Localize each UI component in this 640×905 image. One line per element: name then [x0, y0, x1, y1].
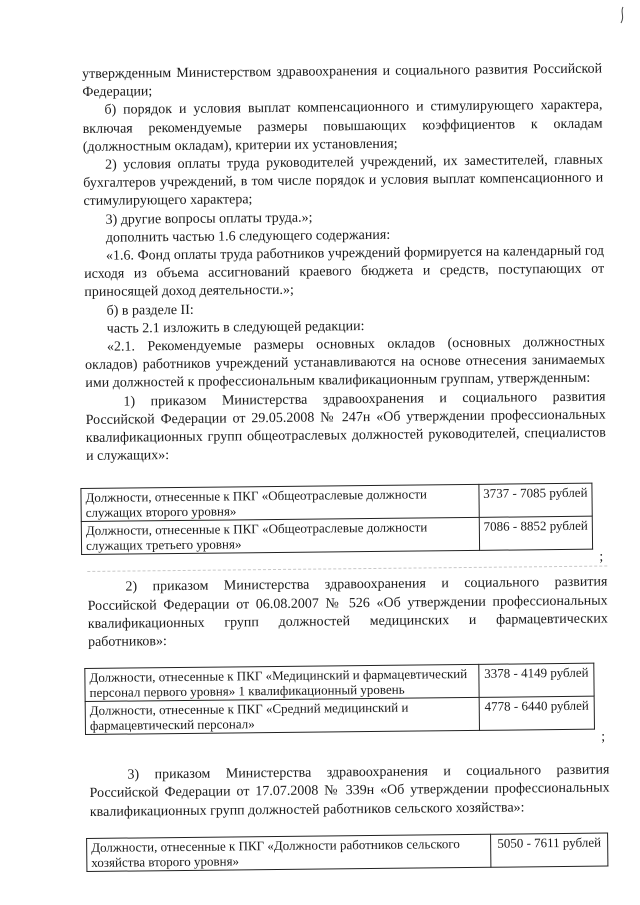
salary-table-2 [84, 663, 595, 735]
table-row [81, 484, 592, 522]
salary-cell: 3737 - 7085 рублей [479, 484, 593, 518]
position-cell: Должности, отнесенные к ПКГ «Медицинский и фармацевтический персонал первого уровня» 1 квалификационный уровень [85, 665, 479, 702]
salary-cell: 3378 - 4149 рублей [479, 663, 594, 697]
table-row [85, 696, 594, 734]
paragraph-6: «1.6. Фонд оплаты труда работников учреждений формируется на календарный год исходя из объема ассигнований краевого бюджета и средств, поступающих от приносящей доход деятельности.»; [84, 243, 605, 301]
margin-mark [618, 6, 626, 24]
paragraph-11: 2) приказом Министерства здравоохранения и социального развития Российской Федерации от 06.08.2007 № 526 «Об утверждении профессиональных квалификационных групп должностей медицинских и фармацевтических работников»: [87, 574, 608, 651]
table-row [87, 833, 608, 871]
position-cell: Должности, отнесенные к ПКГ «Средний медицинский и фармацевтический персонал» [85, 698, 479, 735]
paragraph-3: 2) условия оплаты труда руководителей учреждений, их заместителей, главных бухгалтеров учреждений, в том числе порядок и условия выплат компенсационного и стимулирующего характера; [83, 152, 604, 210]
paragraph-8: часть 2.1 изложить в следующей редакции: [106, 318, 365, 337]
table-row [85, 663, 594, 701]
semicolon: ; [601, 729, 606, 745]
semicolon: ; [599, 550, 604, 566]
salary-cell: 5050 - 7611 рублей [491, 833, 608, 867]
position-cell: Должности, отнесенные к ПКГ «Общеотраслевые должности служащих третьего уровня» [81, 518, 479, 555]
scan-fold-line [87, 566, 607, 572]
salary-table-3 [86, 832, 608, 871]
paragraph-4: 3) другие вопросы оплаты труда.»; [105, 210, 313, 228]
table-row [81, 517, 592, 555]
paragraph-9: «2.1. Рекомендуемые размеры основных окладов (основных должностных окладов) работников учреждений устанавливаются на основе отнесения занимаемых ими должностей к профессиональным квалификационным группам, утвержденным: [85, 334, 606, 392]
position-cell: Должности, отнесенные к ПКГ «Должности работников сельского хозяйства второго уровня» [87, 834, 491, 871]
paragraph-5: дополнить частью 1.6 следующего содержания: [105, 227, 391, 246]
paragraph-7: б) в разделе II: [106, 302, 194, 319]
paragraph-12: 3) приказом Министерства здравоохранения и социального развития Российской Федерации от 17.07.2008 № 339н «Об утверждении профессиональных квалификационных групп должностей работников сельского хозяйства»: [89, 762, 610, 820]
salary-cell: 7086 - 8852 рублей [479, 517, 593, 551]
paragraph-1: утвержденным Министерством здравоохранения и социального развития Российской Федерации; [82, 61, 603, 101]
document-body [82, 61, 610, 872]
position-cell: Должности, отнесенные к ПКГ «Общеотраслевые должности служащих второго уровня» [81, 485, 479, 522]
paragraph-2: б) порядок и условия выплат компенсационного и стимулирующего характера, включая рекомендуемые размеры повышающих коэффициентов к окладам (должностным окладам), критерии их установления; [82, 97, 603, 155]
salary-table-1 [80, 483, 593, 555]
paragraph-10: 1) приказом Министерства здравоохранения и социального развития Российской Федерации от 29.05.2008 № 247н «Об утверждении профессиональных квалификационных групп общеотраслевых должностей руководителей, специалистов и служащих»: [85, 389, 606, 465]
salary-cell: 4778 - 6440 рублей [479, 696, 594, 730]
